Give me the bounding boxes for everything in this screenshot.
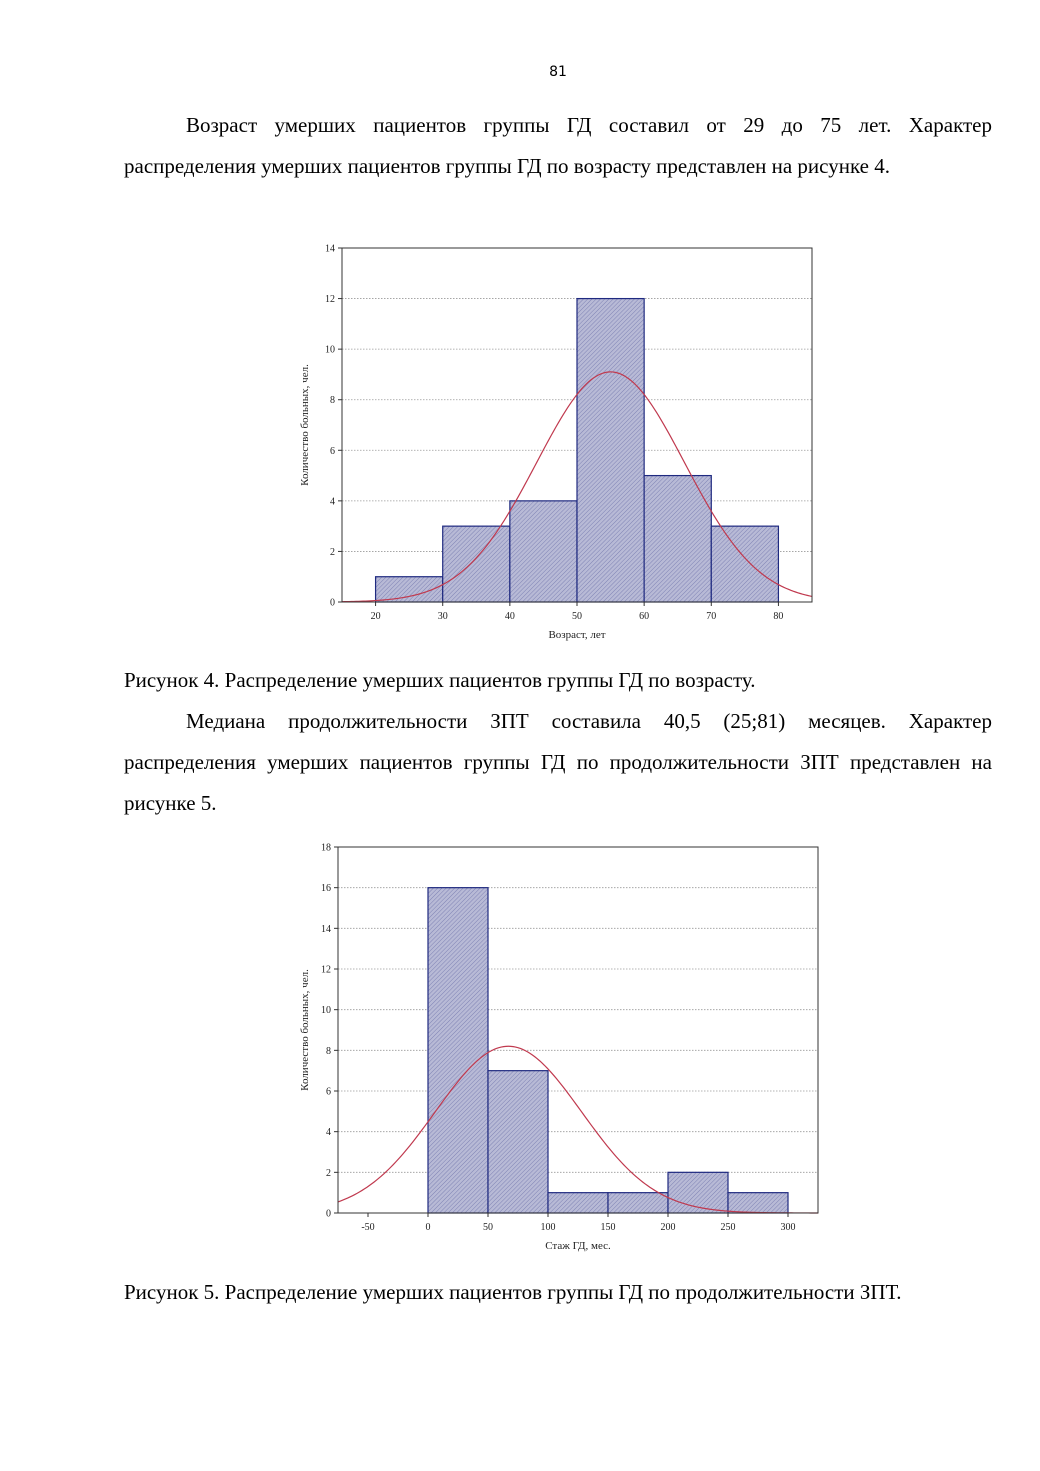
x-tick-label: 70 (706, 611, 717, 622)
y-tick-label: 4 (326, 1127, 331, 1139)
y-tick-label: 2 (326, 1167, 331, 1179)
x-tick-label: 300 (780, 1222, 796, 1233)
normal-curve (338, 1046, 818, 1213)
x-axis-label: Стаж ГД, мес. (545, 1240, 611, 1252)
y-tick-label: 8 (330, 395, 335, 407)
y-tick-label: 8 (326, 1045, 331, 1057)
histogram-bar (728, 1193, 788, 1213)
x-tick-label: 150 (600, 1222, 616, 1233)
y-tick-label: 18 (321, 842, 331, 854)
x-tick-label: 40 (504, 611, 515, 622)
y-tick-label: 2 (330, 546, 335, 558)
y-tick-label: 16 (321, 883, 331, 895)
x-tick-label: 250 (720, 1222, 736, 1233)
histogram-bar (443, 526, 510, 602)
x-tick-label: 50 (572, 611, 582, 622)
y-tick-label: 12 (325, 294, 335, 306)
y-tick-label: 0 (326, 1208, 331, 1220)
paragraph-2: Медиана продолжительности ЗПТ составила 40,5 (25;81) месяцев. Характер распределения умерших пациентов группы ГД по продолжительности ЗПТ представлен на рисунке 5. (124, 709, 992, 815)
histogram-bar (510, 501, 577, 602)
y-tick-label: 4 (330, 496, 335, 508)
y-tick-label: 6 (330, 445, 335, 457)
page-number: 81 (549, 64, 567, 80)
y-tick-label: 10 (325, 344, 335, 356)
caption-figure-5: Рисунок 5. Распределение умерших пациентов группы ГД по продолжительности ЗПТ. (124, 1280, 902, 1304)
histogram-bar (488, 1071, 548, 1213)
y-tick-label: 0 (330, 597, 335, 609)
y-tick-label: 6 (326, 1086, 331, 1098)
y-tick-label: 14 (325, 243, 335, 255)
x-tick-label: 60 (639, 611, 650, 622)
y-tick-label: 12 (321, 964, 331, 976)
plot-frame (338, 847, 818, 1213)
x-tick-label: -50 (361, 1222, 375, 1233)
histogram-bar (428, 888, 488, 1213)
caption-figure-4: Рисунок 4. Распределение умерших пациентов группы ГД по возрасту. (124, 668, 756, 692)
y-axis-label: Количество больных, чел. (299, 969, 311, 1091)
figure-5-histogram (290, 836, 830, 1261)
histogram-bar (577, 299, 644, 602)
histogram-bar (608, 1193, 668, 1213)
paragraph-1: Возраст умерших пациентов группы ГД составил от 29 до 75 лет. Характер распределения умерших пациентов группы ГД по возрасту представлен на рисунке 4. (124, 113, 992, 178)
x-tick-label: 100 (540, 1222, 556, 1233)
x-tick-label: 20 (370, 611, 381, 622)
x-tick-label: 50 (483, 1222, 493, 1233)
x-tick-label: 200 (660, 1222, 676, 1233)
x-tick-label: 80 (773, 611, 784, 622)
x-axis-label: Возраст, лет (548, 629, 606, 641)
y-axis-label: Количество больных, чел. (299, 364, 311, 486)
histogram-bar (711, 526, 778, 602)
y-tick-label: 14 (321, 923, 331, 935)
figure-4-histogram (290, 240, 830, 650)
x-tick-label: 0 (425, 1222, 431, 1233)
x-tick-label: 30 (437, 611, 448, 622)
histogram-bar (548, 1193, 608, 1213)
y-tick-label: 10 (321, 1005, 331, 1017)
